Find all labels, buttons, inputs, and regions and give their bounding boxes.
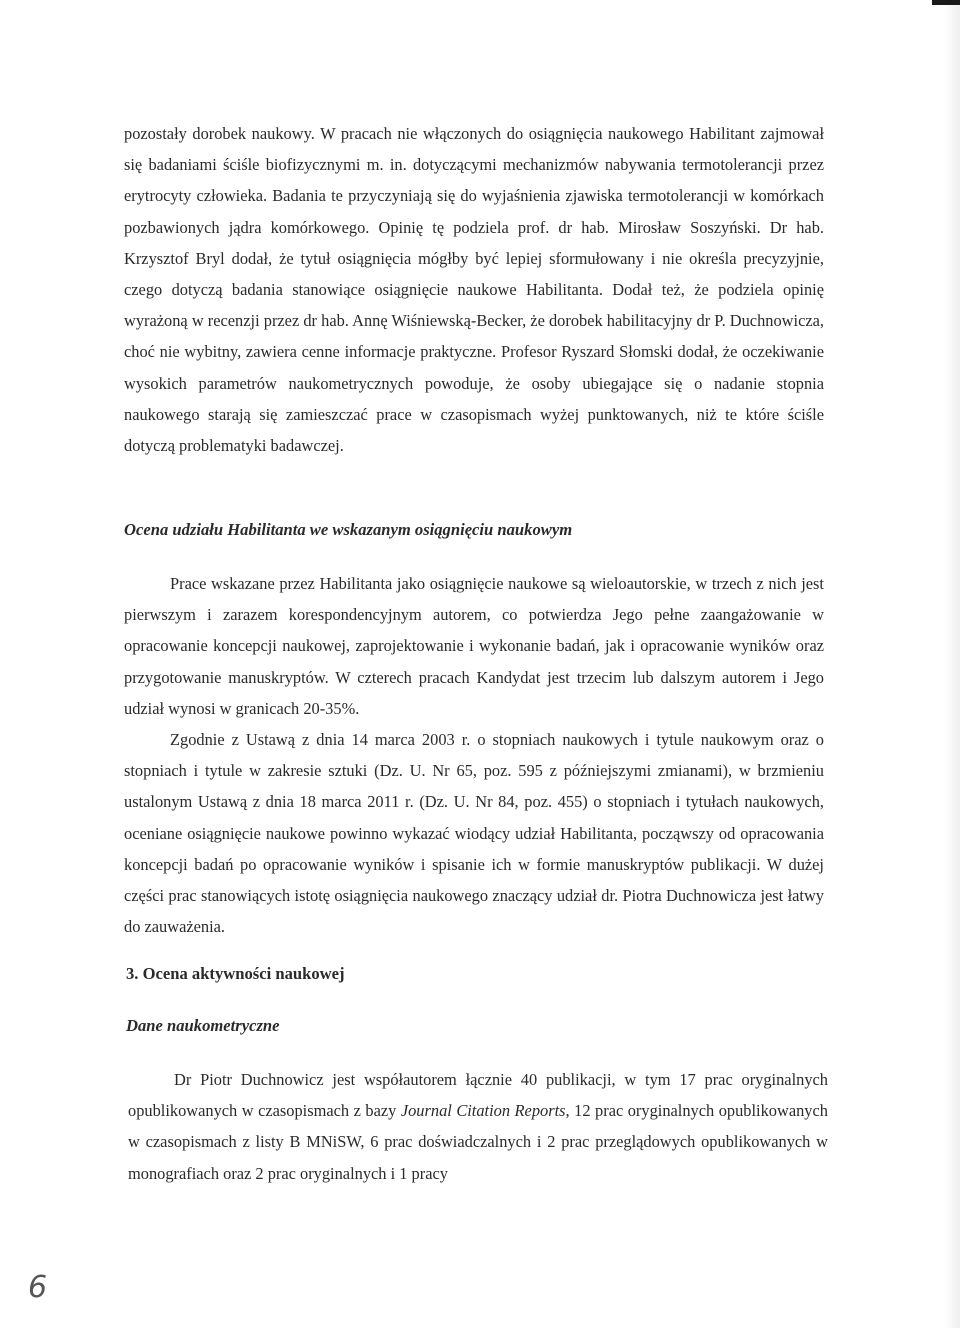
paragraph-habilitation-opinion: pozostały dorobek naukowy. W pracach nie włączonych do osiągnięcia naukowego Habilitant zajmował się badaniami ściśle biofizycznymi m. in. dotyczącymi mechanizmów nabywania termotolerancji przez erytrocyty człowieka. Badania te przyczyniają się do wyjaśnienia zjawiska termotolerancji w komórkach pozbawionych jądra komórkowego. Opinię tę podziela prof. dr hab. Mirosław Soszyński. Dr hab. Krzysztof Bryl dodał, że tytuł osiągnięcia mógłby być lepiej sformułowany i nie określa precyzyjnie, czego dotyczą badania stanowiące osiągnięcie naukowe Habilitanta. Dodał też, że podziela opinię wyrażoną w recenzji przez dr hab. Annę Wiśniewską-Becker, że dorobek habilitacyjny dr P. Duchnowicza, choć nie wybitny, zawiera cenne informacje praktyczne. Profesor Ryszard Słomski dodał, że oczekiwanie wysokich parametrów naukometrycznych powoduje, że osoby ubiegające się o nadanie stopnia naukowego starają się zamieszczać prace w czasopismach wyżej punktowanych, niż te które ściśle dotyczą problematyki badawczej. [124,124,824,456]
section-heading-participation: Ocena udziału Habilitanta we wskazanym osiągnięciu naukowym [124,520,573,539]
paragraph-publications [128,1064,828,1189]
journal-name: Journal Citation Reports [400,1101,566,1121]
paragraph-legal-basis: Zgodnie z Ustawą z dnia 14 marca 2003 r. o stopniach naukowych i tytule naukowym oraz o stopniach i tytule w zakresie sztuki (Dz. U. Nr 65, poz. 595 z późniejszymi zmianami), w brzmieniu ustalonym Ustawą z dnia 18 marca 2011 r. (Dz. U. Nr 84, poz. 455) o stopniach i tytułach naukowych, oceniane osiągnięcie naukowe powinno wykazać wiodący udział Habilitanta, począwszy od opracowania koncepcji badań po opracowanie wyników i spisanie ich w formie manuskryptów publikacji. W dużej części prac stanowiących istotę osiągnięcia naukowego znaczący udział dr. Piotra Duchnowicza jest łatwy do zauważenia. [124,730,824,937]
scan-edge-shadow [944,0,960,1328]
scan-corner-mark [932,0,960,5]
page-number: 6 [28,1270,48,1305]
paragraph-participation: Prace wskazane przez Habilitanta jako osiągnięcie naukowe są wieloautorskie, w trzech z nich jest pierwszym i zarazem korespondencyjnym autorem, co potwierdza Jego pełne zaangażowanie w opracowanie koncepcji naukowej, zaprojektowanie i wykonanie badań, jak i opracowanie wyników oraz przygotowanie manuskryptów. W czterech pracach Kandydat jest trzecim lub dalszym autorem i Jego udział wynosi w granicach 20-35%. [124,574,824,718]
section-heading-activity: 3. Ocena aktywności naukowej [126,964,345,983]
subsection-heading-scientometrics: Dane naukometryczne [126,1016,280,1035]
publications-text-start: Dr Piotr Duchnowicz jest współautorem łącznie 40 publikacji, w tym 17 prac oryginalnych opublikowanych w czasopismach z bazy [128,1070,828,1121]
publications-text-end: , 12 prac oryginalnych opublikowanych w czasopismach z listy B MNiSW, 6 prac doświadczalnych i 2 prac przeglądowych opublikowanych w monografiach oraz 2 prac oryginalnych i 1 pracy [128,1101,828,1183]
